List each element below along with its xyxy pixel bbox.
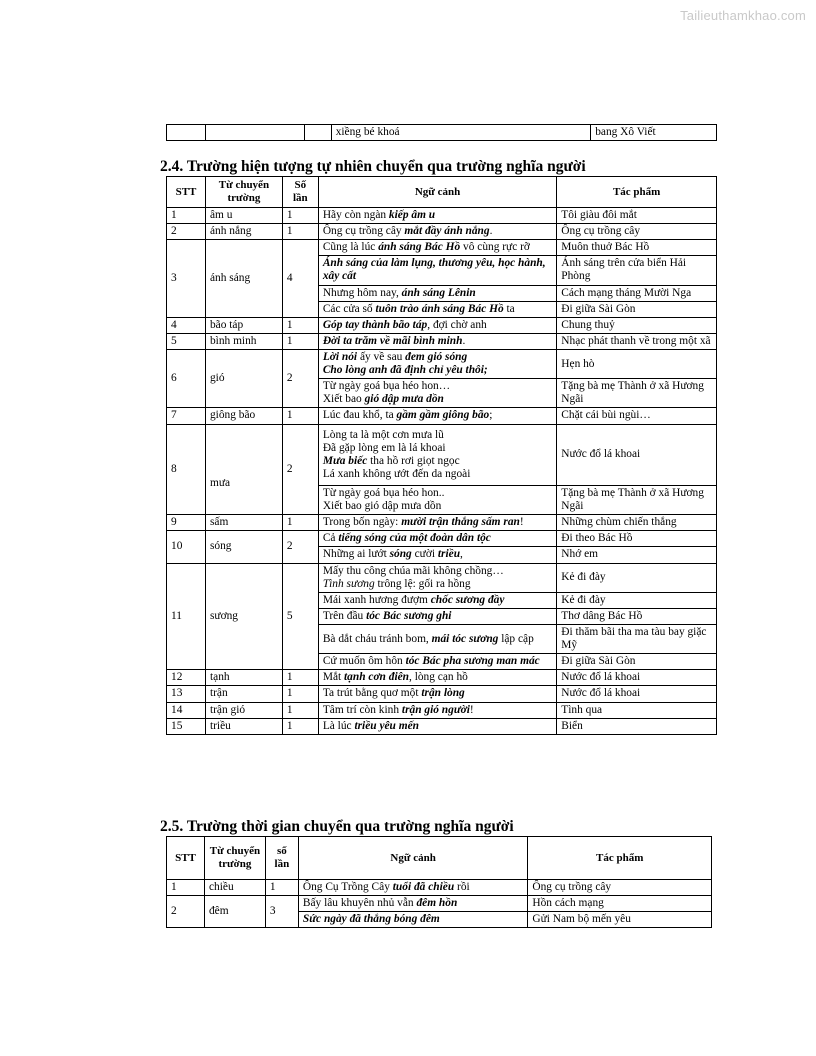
stt-cell: 11 xyxy=(167,563,206,670)
context-text: Hãy còn ngàn xyxy=(322,209,389,221)
context-cell xyxy=(318,333,556,349)
time-field-table xyxy=(166,836,712,928)
verse-line xyxy=(323,393,552,406)
work-cell: Đi thăm bãi tha ma tàu bay giặc Mỹ xyxy=(557,624,717,653)
context-highlight: ánh sáng Lênin xyxy=(401,286,476,299)
work-cell: Biển xyxy=(557,718,717,734)
count-cell: 2 xyxy=(282,349,318,407)
context-text: vô cùng rực rỡ xyxy=(460,241,530,254)
count-cell: 1 xyxy=(282,408,318,424)
work-cell: Tình qua xyxy=(557,702,717,718)
context-highlight: Góp tay thành bão táp xyxy=(322,318,428,331)
context-cell xyxy=(318,608,556,624)
context-highlight: trận lòng xyxy=(421,687,465,700)
stt-cell: 10 xyxy=(167,531,206,563)
table-row xyxy=(167,686,717,702)
col-header-stt: STT xyxy=(167,177,206,208)
context-cell: Ánh sáng của làm lụng, thương yêu, học hành, xây cất xyxy=(318,256,556,285)
nature-field-table xyxy=(166,176,717,735)
table-row xyxy=(167,349,717,378)
context-cell xyxy=(318,531,556,547)
context-text: . xyxy=(489,225,493,238)
section-heading-2-4: 2.4. Trường hiện tượng tự nhiên chuyển qua trường nghĩa người xyxy=(160,158,586,175)
context-text: , lòng cạn hồ xyxy=(409,671,468,684)
stt-cell: 12 xyxy=(167,670,206,686)
table-row xyxy=(167,424,717,485)
word-cell: giông bão xyxy=(205,408,282,424)
verse-line: Mấy thu công chúa mãi không chồng… xyxy=(322,564,504,577)
stt-cell: 1 xyxy=(167,880,205,896)
context-text: lập cập xyxy=(498,632,534,645)
context-cell xyxy=(318,301,556,317)
context-text: Mắt xyxy=(322,671,345,684)
word-cell: bão táp xyxy=(205,317,282,333)
context-text: Ta trút bằng quơ một xyxy=(322,687,422,700)
context-cell xyxy=(318,224,556,240)
work-cell: Đi giữa Sài Gòn xyxy=(557,301,717,317)
stt-cell: 6 xyxy=(167,349,206,407)
context-highlight: mái tóc sương xyxy=(431,632,499,645)
count-cell: 3 xyxy=(265,896,298,928)
col-header-stt: STT xyxy=(167,837,205,880)
work-cell: Chung thuỷ xyxy=(557,317,717,333)
context-highlight: Mưa biếc xyxy=(322,454,368,467)
context-cell xyxy=(298,896,527,912)
work-cell: Chặt cái bùi ngùi… xyxy=(557,408,717,424)
word-cell: ánh nắng xyxy=(205,224,282,240)
table-row xyxy=(167,880,712,896)
word-cell: trận gió xyxy=(205,702,282,718)
count-cell: 1 xyxy=(282,702,318,718)
context-cell xyxy=(318,592,556,608)
context-text: trông lệ: gối ra hồng xyxy=(374,577,471,590)
count-cell: 1 xyxy=(282,224,318,240)
context-highlight: gió dập mưa dồn xyxy=(364,393,444,406)
work-cell: Kẻ đi đày xyxy=(557,563,717,592)
context-text: . xyxy=(462,334,466,347)
work-cell: Kẻ đi đày xyxy=(557,592,717,608)
work-cell: Muôn thuở Bác Hồ xyxy=(557,240,717,256)
context-cell xyxy=(318,349,556,378)
verse-line: Từ ngày goá bụa héo hon.. xyxy=(322,486,445,499)
context-cell xyxy=(318,547,556,563)
context-cell: xiềng bé khoá xyxy=(331,125,591,141)
context-cell xyxy=(318,563,556,592)
work-cell: Ánh sáng trên cửa biển Hải Phòng xyxy=(557,256,717,285)
col-header-word: Từ chuyển trường xyxy=(204,837,265,880)
context-cell xyxy=(298,880,527,896)
context-text: ; xyxy=(489,409,493,422)
verse-line: Từ ngày goá bụa héo hon… xyxy=(322,380,451,393)
context-cell xyxy=(318,379,556,408)
context-text: ấy về sau xyxy=(357,350,406,363)
watermark-text: Tailieuthamkhao.com xyxy=(680,8,806,23)
count-cell: 4 xyxy=(282,240,318,318)
stt-cell: 4 xyxy=(167,317,206,333)
context-text: Các cửa số xyxy=(322,302,376,315)
word-cell: chiều xyxy=(204,880,265,896)
table-row xyxy=(167,408,717,424)
context-cell xyxy=(318,670,556,686)
count-cell: 1 xyxy=(282,208,318,224)
col-header-context: Ngữ cảnh xyxy=(298,837,527,880)
word-cell: đêm xyxy=(204,896,265,928)
context-text: Cả xyxy=(322,532,339,545)
col-header-count: Số lần xyxy=(282,177,318,208)
context-text: Lúc đau khổ, ta xyxy=(322,409,397,422)
context-cell xyxy=(318,424,556,485)
context-text: Nhưng hôm nay, xyxy=(322,286,402,299)
context-cell xyxy=(318,317,556,333)
context-cell xyxy=(318,485,556,514)
context-cell xyxy=(318,686,556,702)
count-cell: 1 xyxy=(282,670,318,686)
context-cell xyxy=(318,702,556,718)
col-header-context: Ngữ cảnh xyxy=(318,177,556,208)
work-cell: Nhớ em xyxy=(557,547,717,563)
verse-line: Xiết bao gió dập mưa dồn xyxy=(322,500,442,513)
context-highlight: mười trận thắng sấm ran xyxy=(401,516,520,529)
work-cell: Tặng bà mẹ Thành ở xã Hương Ngãi xyxy=(557,379,717,408)
work-cell: Nước đổ lá khoai xyxy=(557,686,717,702)
context-text: cười xyxy=(411,548,438,561)
context-highlight: đêm hồn xyxy=(416,897,458,910)
context-text: Bà dắt cháu tránh bom, xyxy=(322,632,432,645)
count-cell: 2 xyxy=(282,531,318,563)
word-cell: âm u xyxy=(205,208,282,224)
table-row xyxy=(167,224,717,240)
table-header-row xyxy=(167,837,712,880)
stt-cell: 3 xyxy=(167,240,206,318)
section-heading-2-5: 2.5. Trường thời gian chuyển qua trường nghĩa người xyxy=(160,818,514,835)
context-highlight: Đời ta trăm về mãi bình minh xyxy=(322,334,463,347)
table-row xyxy=(167,702,717,718)
table-row xyxy=(167,531,717,547)
verse-line: Cho lòng anh đã định chỉ yêu thôi; xyxy=(322,364,488,377)
count-cell: 1 xyxy=(282,317,318,333)
stt-cell: 15 xyxy=(167,718,206,734)
col-header-work: Tác phẩm xyxy=(528,837,712,880)
context-text: Bấy lâu khuyên nhủ vẫn xyxy=(302,897,417,910)
context-highlight: Tình sương xyxy=(322,577,375,590)
context-text: Xiết bao xyxy=(322,393,365,406)
table-row xyxy=(167,333,717,349)
top-remnant-table xyxy=(166,124,717,141)
context-cell: Sức ngày đã thắng bóng đêm xyxy=(298,912,527,928)
stt-cell: 7 xyxy=(167,408,206,424)
context-cell xyxy=(318,408,556,424)
word-cell: sóng xyxy=(205,531,282,563)
context-cell xyxy=(318,718,556,734)
context-text: ! xyxy=(469,703,474,716)
context-text: ta xyxy=(503,302,515,315)
count-cell: 1 xyxy=(282,333,318,349)
context-text: Tâm trí còn kinh xyxy=(322,703,402,716)
table-row xyxy=(167,240,717,256)
context-highlight: trận gió người xyxy=(401,703,470,716)
count-cell: 2 xyxy=(282,424,318,515)
context-highlight: triều yêu mến xyxy=(354,719,419,732)
work-cell: Tôi giàu đôi mắt xyxy=(557,208,717,224)
stt-cell: 2 xyxy=(167,896,205,928)
context-text: Những ai lướt xyxy=(322,548,390,561)
context-cell xyxy=(318,515,556,531)
context-highlight: sóng xyxy=(389,548,412,561)
context-cell xyxy=(318,240,556,256)
stt-cell xyxy=(167,125,206,141)
context-highlight: kiếp âm u xyxy=(388,209,436,221)
context-highlight: tạnh cơn điên xyxy=(344,671,409,684)
table-row xyxy=(167,718,717,734)
table-row xyxy=(167,515,717,531)
stt-cell: 2 xyxy=(167,224,206,240)
context-cell xyxy=(318,285,556,301)
count-cell: 1 xyxy=(282,686,318,702)
context-highlight: tóc Bác pha sương man mác xyxy=(405,655,540,668)
context-cell xyxy=(318,654,556,670)
word-cell: mưa xyxy=(205,424,282,515)
work-cell: Ông cụ trồng cây xyxy=(528,880,712,896)
context-text: Ông cụ trồng cây xyxy=(322,225,405,238)
table-row xyxy=(167,317,717,333)
verse-line xyxy=(323,578,552,591)
work-cell: Gửi Nam bộ mến yêu xyxy=(528,912,712,928)
context-highlight: mắt đầy ánh nắng xyxy=(404,225,490,238)
table-row xyxy=(167,670,717,686)
context-highlight: chốc sương đầy xyxy=(430,593,505,606)
word-cell xyxy=(205,125,304,141)
context-text: tha hồ rơi giọt ngọc xyxy=(367,454,460,467)
context-text: Cũng là lúc xyxy=(322,241,379,254)
table-row xyxy=(167,896,712,912)
context-highlight: Lời nói xyxy=(322,350,358,363)
word-cell: triều xyxy=(205,718,282,734)
table-header-row xyxy=(167,177,717,208)
count-cell: 1 xyxy=(282,718,318,734)
context-highlight: triều xyxy=(437,548,461,561)
work-cell: Cách mạng tháng Mười Nga xyxy=(557,285,717,301)
context-cell xyxy=(318,624,556,653)
word-cell: sấm xyxy=(205,515,282,531)
word-cell: tạnh xyxy=(205,670,282,686)
table-row xyxy=(167,125,717,141)
verse-line: Lòng ta là một cơn mưa lũ xyxy=(322,428,444,441)
context-text: Mái xanh hương đượm xyxy=(322,593,431,606)
context-highlight: gầm gầm giông bão xyxy=(396,409,490,422)
work-cell: Tặng bà mẹ Thành ở xã Hương Ngãi xyxy=(557,485,717,514)
stt-cell: 14 xyxy=(167,702,206,718)
word-cell: bình minh xyxy=(205,333,282,349)
stt-cell: 8 xyxy=(167,424,206,515)
word-cell: ánh sáng xyxy=(205,240,282,318)
verse-line xyxy=(323,455,552,468)
stt-cell: 9 xyxy=(167,515,206,531)
word-cell: trận xyxy=(205,686,282,702)
col-header-word: Từ chuyển trường xyxy=(205,177,282,208)
work-cell: Hẹn hò xyxy=(557,349,717,378)
table-row xyxy=(167,563,717,592)
count-cell: 1 xyxy=(265,880,298,896)
context-text: Trong bốn ngày: xyxy=(322,516,402,529)
context-text: Cứ muốn ôm hôn xyxy=(322,655,406,668)
table-row xyxy=(167,208,717,224)
context-text: Trên đầu xyxy=(322,609,367,622)
stt-cell: 13 xyxy=(167,686,206,702)
work-cell: Nhạc phát thanh về trong một xã xyxy=(557,333,717,349)
context-cell xyxy=(318,208,556,224)
context-text: Ông Cụ Trồng Cây xyxy=(302,881,393,893)
work-cell: Đi giữa Sài Gòn xyxy=(557,654,717,670)
context-text: , đợi chờ anh xyxy=(427,318,487,331)
context-text: rồi xyxy=(454,881,470,893)
stt-cell: 1 xyxy=(167,208,206,224)
verse-line: Đã gặp lòng em là lá khoai xyxy=(322,441,446,454)
count-cell: 1 xyxy=(282,515,318,531)
word-cell: gió xyxy=(205,349,282,407)
context-text: ! xyxy=(519,516,524,529)
col-header-work: Tác phẩm xyxy=(557,177,717,208)
word-cell: sương xyxy=(205,563,282,670)
stt-cell: 5 xyxy=(167,333,206,349)
work-cell: Ông cụ trồng cây xyxy=(557,224,717,240)
context-highlight: tuôn trào ánh sáng Bác Hồ xyxy=(375,302,504,315)
work-cell: bang Xô Viết xyxy=(591,125,717,141)
context-highlight: tuổi đã chiều xyxy=(392,881,455,893)
count-cell: 5 xyxy=(282,563,318,670)
col-header-count: số lần xyxy=(265,837,298,880)
verse-line xyxy=(323,351,552,364)
context-text: Là lúc xyxy=(322,719,355,732)
context-text: , xyxy=(460,548,463,561)
work-cell: Nước đổ lá khoai xyxy=(557,424,717,485)
count-cell xyxy=(304,125,331,141)
work-cell: Đi theo Bác Hồ xyxy=(557,531,717,547)
work-cell: Nước đổ lá khoai xyxy=(557,670,717,686)
context-highlight: tóc Bác sương ghi xyxy=(366,609,452,622)
context-highlight: tiếng sóng của một đoàn dân tộc xyxy=(338,532,491,545)
work-cell: Thơ dâng Bác Hồ xyxy=(557,608,717,624)
work-cell: Hồn cách mạng xyxy=(528,896,712,912)
context-highlight: đem gió sóng xyxy=(405,350,468,363)
verse-line: Lá xanh không ướt đến da ngoài xyxy=(322,467,471,480)
work-cell: Những chùm chiến thắng xyxy=(557,515,717,531)
context-highlight: ánh sáng Bác Hồ xyxy=(378,241,461,254)
